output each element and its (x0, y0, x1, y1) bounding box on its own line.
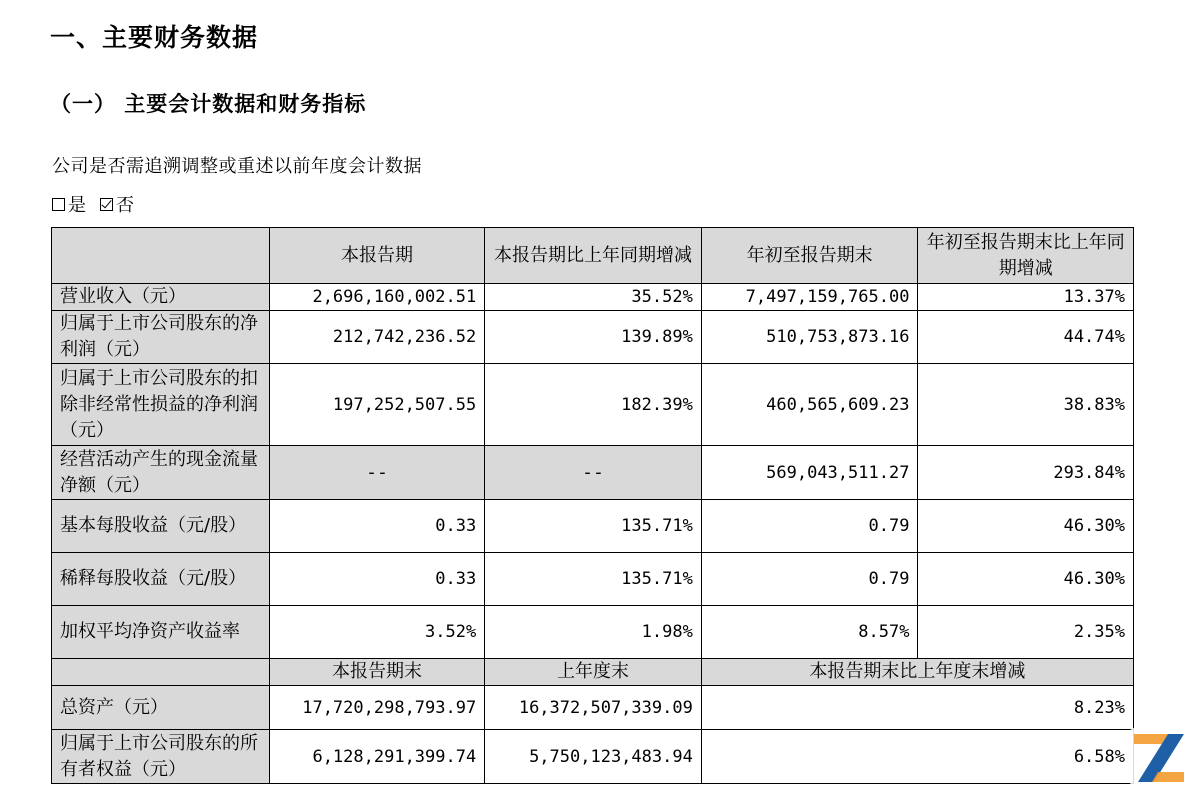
header-ytd-yoy: 年初至报告期末比上年同期增减 (918, 228, 1134, 284)
header2-cell-empty (52, 659, 270, 686)
cell-value: 8.23% (701, 686, 1133, 730)
corner-logo-icon (1128, 726, 1190, 788)
choice-yes[interactable] (52, 191, 86, 217)
table-row (52, 606, 1134, 659)
cell-value: 44.74% (918, 311, 1134, 364)
checkbox-unchecked-icon[interactable] (52, 198, 65, 211)
table-row (52, 446, 1134, 500)
header2-period-end: 本报告期末 (269, 659, 485, 686)
restatement-question: 公司是否需追溯调整或重述以前年度会计数据 (52, 156, 422, 177)
header-current-yoy: 本报告期比上年同期增减 (485, 228, 702, 284)
cell-value: 0.33 (269, 553, 485, 606)
cell-value: 16,372,507,339.09 (485, 686, 702, 730)
cell-value: 6,128,291,399.74 (269, 730, 485, 784)
row-label: 总资产（元） (52, 686, 270, 730)
row-label: 归属于上市公司股东的净利润（元） (52, 311, 270, 364)
cell-value: 8.57% (701, 606, 918, 659)
cell-value: 135.71% (485, 553, 702, 606)
row-label: 归属于上市公司股东的所有者权益（元） (52, 730, 270, 784)
cell-value: 139.89% (485, 311, 702, 364)
row-label: 稀释每股收益（元/股） (52, 553, 270, 606)
cell-value: 0.33 (269, 500, 485, 553)
cell-value: 17,720,298,793.97 (269, 686, 485, 730)
cell-value: 135.71% (485, 500, 702, 553)
table-header-row (52, 228, 1134, 284)
checkbox-checked-icon[interactable] (100, 198, 113, 211)
cell-value: 46.30% (918, 500, 1134, 553)
cell-value: 0.79 (701, 500, 918, 553)
restatement-choices (52, 191, 148, 217)
table-row (52, 500, 1134, 553)
header2-change: 本报告期末比上年度末增减 (701, 659, 1133, 686)
table-row (52, 553, 1134, 606)
cell-value: 5,750,123,483.94 (485, 730, 702, 784)
cell-value: 212,742,236.52 (269, 311, 485, 364)
cell-value: 293.84% (918, 446, 1134, 500)
table-row (52, 364, 1134, 446)
cell-value: 510,753,873.16 (701, 311, 918, 364)
cell-value: 6.58% (701, 730, 1133, 784)
row-label: 归属于上市公司股东的扣除非经常性损益的净利润（元） (52, 364, 270, 446)
cell-value: -- (269, 446, 485, 500)
row-label: 营业收入（元） (52, 284, 270, 311)
cell-value: 7,497,159,765.00 (701, 284, 918, 311)
cell-value: 3.52% (269, 606, 485, 659)
table-row (52, 311, 1134, 364)
choice-yes-label: 是 (68, 195, 86, 216)
cell-value: 1.98% (485, 606, 702, 659)
table-row (52, 284, 1134, 311)
choice-no-label: 否 (116, 195, 134, 216)
cell-value: 197,252,507.55 (269, 364, 485, 446)
header-cell-empty (52, 228, 270, 284)
cell-value: 46.30% (918, 553, 1134, 606)
cell-value: 13.37% (918, 284, 1134, 311)
cell-value: 182.39% (485, 364, 702, 446)
cell-value: 2,696,160,002.51 (269, 284, 485, 311)
cell-value: 2.35% (918, 606, 1134, 659)
cell-value: 569,043,511.27 (701, 446, 918, 500)
cell-value: 35.52% (485, 284, 702, 311)
cell-value: -- (485, 446, 702, 500)
cell-value: 460,565,609.23 (701, 364, 918, 446)
cell-value: 38.83% (918, 364, 1134, 446)
table-row (52, 686, 1134, 730)
header2-prior-year-end: 上年度末 (485, 659, 702, 686)
financial-data-table (51, 227, 1134, 784)
choice-no[interactable] (100, 191, 134, 217)
subsection-title: （一） 主要会计数据和财务指标 (50, 92, 367, 116)
row-label: 加权平均净资产收益率 (52, 606, 270, 659)
header-ytd: 年初至报告期末 (701, 228, 918, 284)
header-current-period: 本报告期 (269, 228, 485, 284)
row-label: 经营活动产生的现金流量净额（元） (52, 446, 270, 500)
table-header-row-2 (52, 659, 1134, 686)
section-title: 一、主要财务数据 (50, 23, 259, 52)
cell-value: 0.79 (701, 553, 918, 606)
row-label: 基本每股收益（元/股） (52, 500, 270, 553)
table-row (52, 730, 1134, 784)
